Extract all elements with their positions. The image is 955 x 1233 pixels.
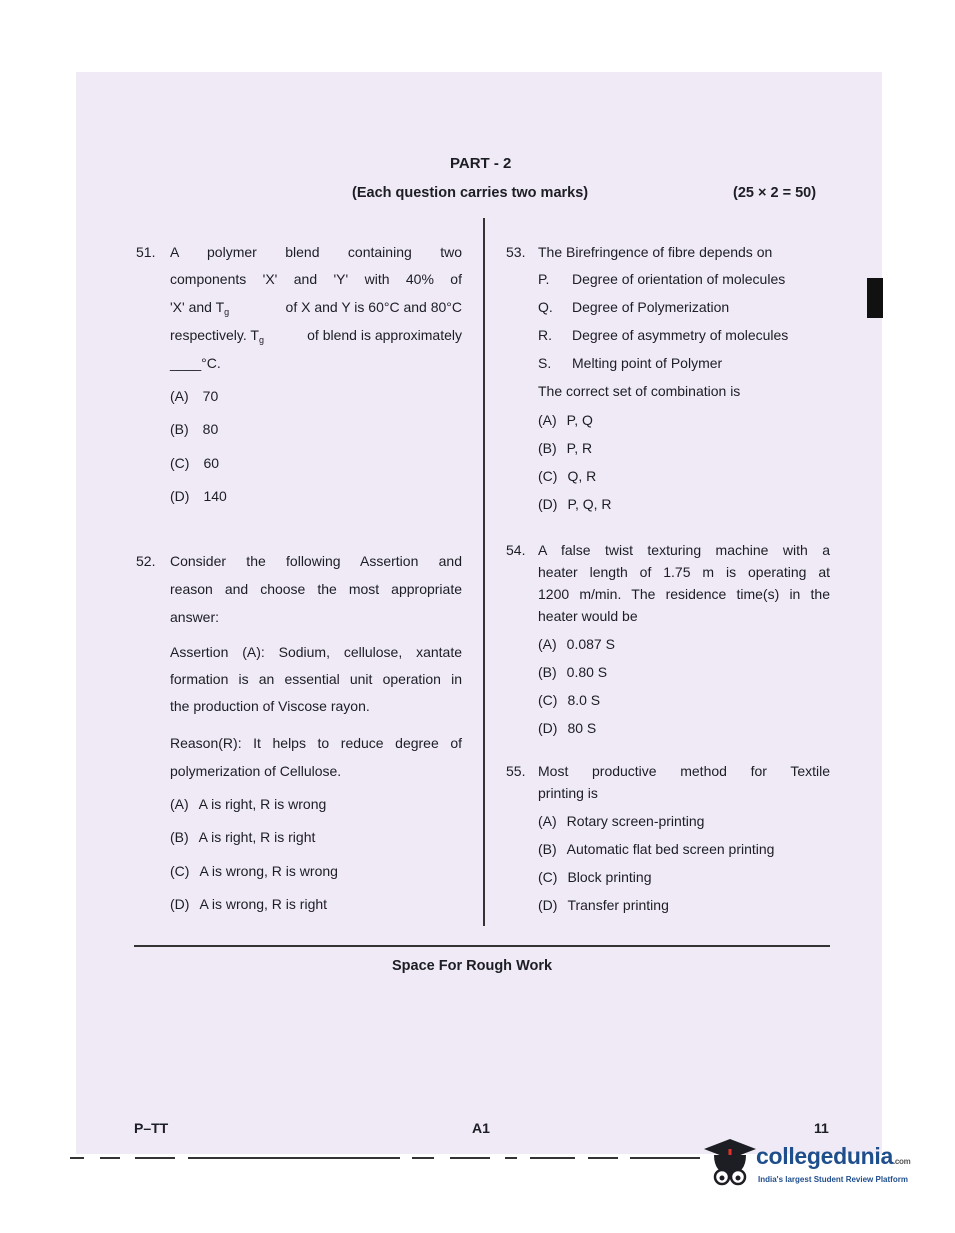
option-c: (C) 8.0 S <box>538 692 601 708</box>
question-line: printing is <box>538 785 598 801</box>
question-number: 51. <box>136 244 156 260</box>
option-d: (D) A is wrong, R is right <box>170 896 328 912</box>
option-a: (A) 0.087 S <box>538 636 615 652</box>
reason-line: Reason(R): It helps to reduce degree of <box>170 735 462 751</box>
scan-edge-dash <box>450 1157 490 1159</box>
option-c: (C) A is wrong, R is wrong <box>170 863 338 879</box>
question-number: 54. <box>506 542 526 558</box>
option-c: (C) Q, R <box>538 468 597 484</box>
question-line: answer: <box>170 609 220 625</box>
question-line: 1200 m/min. The residence time(s) in the <box>538 586 830 602</box>
scan-edge-dash <box>100 1157 120 1159</box>
option-b: (B) P, R <box>538 440 593 456</box>
statement-text: Degree of orientation of molecules <box>572 271 786 287</box>
question-line: ____°C. <box>170 355 221 371</box>
question-line-part: of blend is approximately <box>307 327 462 343</box>
option-a: (A) A is right, R is wrong <box>170 796 327 812</box>
option-d: (D) 140 <box>170 488 227 504</box>
statement-text: Degree of asymmetry of molecules <box>572 327 789 343</box>
statement-key: Q. <box>538 299 553 315</box>
question-line <box>170 326 462 344</box>
question-number: 53. <box>506 244 526 260</box>
option-c: (C) 60 <box>170 455 220 471</box>
scan-edge-dash <box>188 1157 400 1159</box>
question-line-part: of X and Y is 60°C and 80°C <box>285 299 462 315</box>
scan-mark <box>867 278 883 318</box>
scan-edge-dash <box>70 1157 84 1159</box>
question-line: reason and choose the most appropriate <box>170 581 462 597</box>
logo-wordmark <box>756 1143 910 1170</box>
assertion-line: the production of Viscose rayon. <box>170 698 370 714</box>
question-line: Most productive method for Textile <box>538 763 830 779</box>
statement-text: Degree of Polymerization <box>572 299 730 315</box>
option-c: (C) Block printing <box>538 869 652 885</box>
question-line: A false twist texturing machine with a <box>538 542 830 558</box>
scan-edge-dash <box>588 1157 618 1159</box>
option-a: (A) Rotary screen-printing <box>538 813 705 829</box>
scan-edge-dash <box>505 1157 517 1159</box>
statement-key: R. <box>538 327 552 343</box>
option-b: (B) Automatic flat bed screen printing <box>538 841 775 857</box>
series-code: A1 <box>472 1120 490 1136</box>
statement-text: Melting point of Polymer <box>572 355 723 371</box>
question-line: components 'X' and 'Y' with 40% of <box>170 271 462 287</box>
question-line: Consider the following Assertion and <box>170 553 462 569</box>
scan-edge-dash <box>530 1157 575 1159</box>
question-line-part: 'X' and $T_g$ <box>170 299 230 317</box>
option-d: (D) 80 S <box>538 720 597 736</box>
question-number: 52. <box>136 553 156 569</box>
rough-work-divider <box>134 945 830 947</box>
paper-code: P–TT <box>134 1120 169 1136</box>
scan-edge-dash <box>135 1157 175 1159</box>
logo-tagline: India's largest Student Review Platform <box>758 1175 908 1184</box>
rough-work-label: Space For Rough Work <box>392 958 553 974</box>
scan-edge-dash <box>412 1157 434 1159</box>
statement-key: S. <box>538 355 552 371</box>
marks-instruction: (Each question carries two marks) <box>352 185 589 201</box>
question-stem: The Birefringence of fibre depends on <box>538 244 773 260</box>
part-title: PART - 2 <box>450 155 512 172</box>
assertion-line: formation is an essential unit operation in <box>170 671 462 687</box>
question-number: 55. <box>506 763 526 779</box>
statement-key: P. <box>538 271 550 287</box>
option-a: (A) P, Q <box>538 412 593 428</box>
mascot-icon <box>700 1135 760 1191</box>
question-prompt: The correct set of combination is <box>538 383 741 399</box>
reason-line: polymerization of Cellulose. <box>170 763 342 779</box>
option-b: (B) 0.80 S <box>538 664 608 680</box>
question-line: A polymer blend containing two <box>170 244 462 260</box>
option-d: (D) Transfer printing <box>538 897 669 913</box>
column-divider <box>483 218 485 926</box>
question-line: heater would be <box>538 608 638 624</box>
collegedunia-logo <box>700 1135 940 1195</box>
option-b: (B) A is right, R is right <box>170 829 316 845</box>
question-line: heater length of 1.75 m is operating at <box>538 564 830 580</box>
option-a: (A) 70 <box>170 388 219 404</box>
assertion-line: Assertion (A): Sodium, cellulose, xantate <box>170 644 462 660</box>
logo-name: collegedunia <box>756 1143 893 1169</box>
question-line-part: respectively. $T_g$ <box>170 327 264 345</box>
logo-suffix: .com <box>892 1157 911 1166</box>
option-d: (D) P, Q, R <box>538 496 612 512</box>
option-b: (B) 80 <box>170 421 219 437</box>
question-line <box>170 298 462 316</box>
scan-edge-dash <box>630 1157 700 1159</box>
page-number: 11 <box>814 1120 829 1136</box>
total-marks: (25 × 2 = 50) <box>733 185 817 201</box>
